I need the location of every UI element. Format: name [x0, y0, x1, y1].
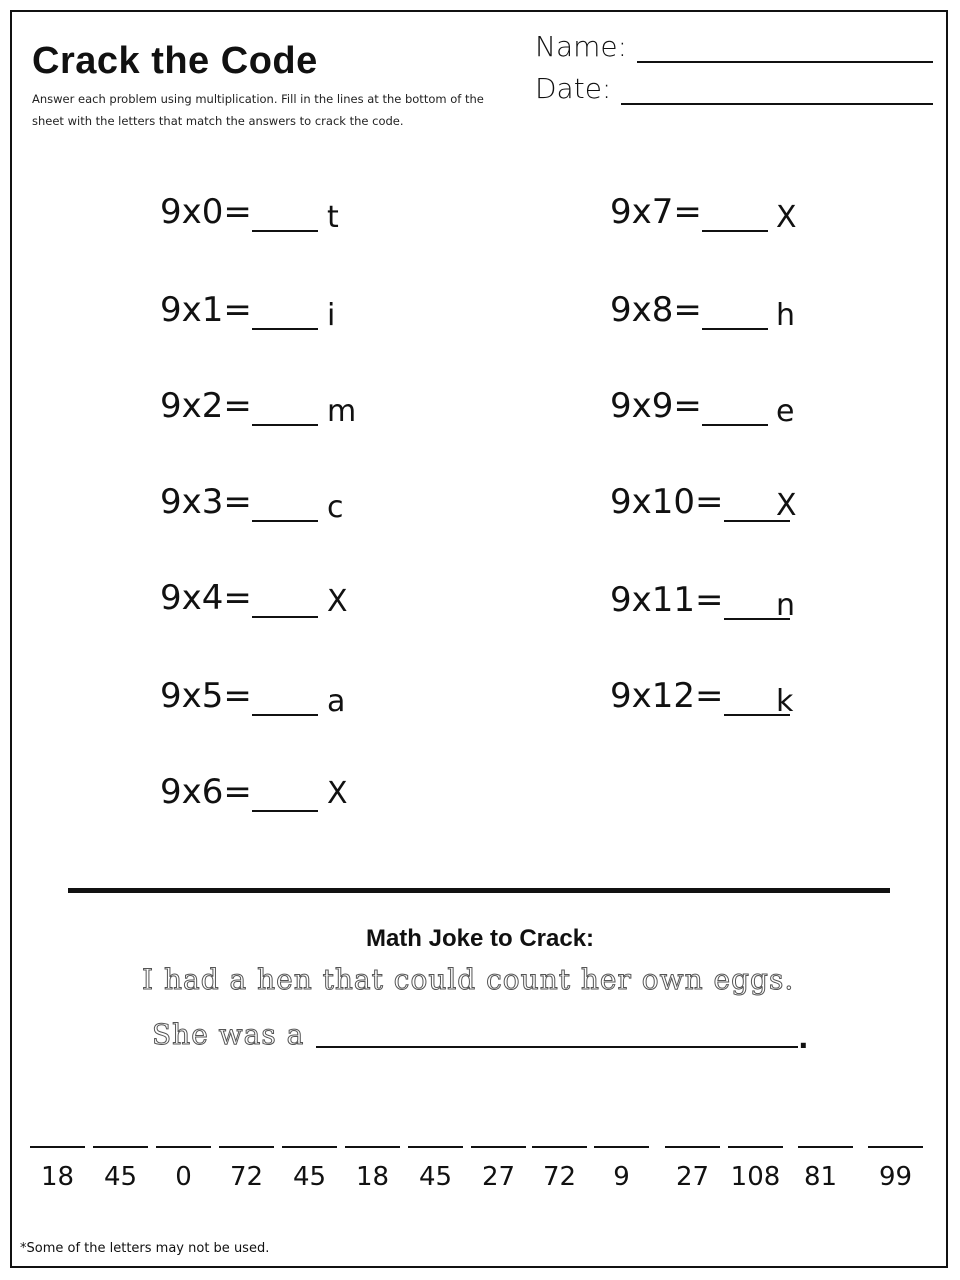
problem-9x5: 9x5=: [160, 676, 318, 716]
joke-punchline-start: She was a: [152, 1018, 305, 1051]
problem-9x10: 9x10=: [610, 482, 790, 522]
code-blank[interactable]: [471, 1146, 526, 1148]
answer-blank[interactable]: [702, 396, 768, 426]
code-letter: e: [776, 394, 795, 429]
code-blank[interactable]: [408, 1146, 463, 1148]
code-number: 81: [803, 1162, 838, 1192]
joke-setup: I had a hen that could count her own eggs.: [142, 963, 795, 996]
code-number: 27: [481, 1162, 516, 1192]
code-letter: c: [327, 490, 344, 525]
code-blank[interactable]: [345, 1146, 400, 1148]
code-blank[interactable]: [219, 1146, 274, 1148]
code-letter: k: [776, 684, 794, 719]
answer-blank[interactable]: [252, 686, 318, 716]
answer-blank[interactable]: [252, 782, 318, 812]
problem-9x4: 9x4=: [160, 578, 318, 618]
problem-9x9: 9x9=: [610, 386, 768, 426]
code-blank[interactable]: [30, 1146, 85, 1148]
code-blank[interactable]: [282, 1146, 337, 1148]
code-number: 45: [292, 1162, 327, 1192]
name-field[interactable]: [535, 30, 933, 63]
worksheet-border: [10, 10, 948, 1268]
code-blank[interactable]: [594, 1146, 649, 1148]
answer-blank[interactable]: [252, 396, 318, 426]
answer-blank[interactable]: [252, 300, 318, 330]
code-number: 0: [175, 1162, 192, 1192]
instructions-text: Answer each problem using multiplication. Fill in the lines at the bottom of the sheet with the letters that match the answers to crack the code.: [32, 92, 484, 128]
code-letter: X: [327, 584, 348, 619]
code-number: 72: [542, 1162, 577, 1192]
code-blank[interactable]: [532, 1146, 587, 1148]
code-number: 18: [355, 1162, 390, 1192]
joke-heading: Math Joke to Crack:: [365, 925, 595, 952]
code-letter: a: [327, 684, 346, 719]
code-blank[interactable]: [728, 1146, 783, 1148]
problem-9x11: 9x11=: [610, 580, 790, 620]
code-letter: X: [776, 200, 797, 235]
date-line[interactable]: [621, 77, 933, 105]
code-letter: t: [327, 200, 339, 235]
code-blank[interactable]: [156, 1146, 211, 1148]
answer-blank[interactable]: [252, 588, 318, 618]
name-line[interactable]: [637, 35, 933, 63]
date-field[interactable]: [535, 72, 933, 105]
problem-9x3: 9x3=: [160, 482, 318, 522]
footnote: *Some of the letters may not be used.: [20, 1241, 270, 1256]
code-letter: X: [776, 488, 797, 523]
name-label: Name:: [535, 30, 628, 63]
code-blank[interactable]: [868, 1146, 923, 1148]
code-letter: n: [776, 588, 796, 623]
joke-answer-line[interactable]: [316, 1046, 798, 1048]
code-number: 18: [40, 1162, 75, 1192]
section-divider: [68, 888, 890, 893]
joke-end-punctuation: .: [798, 1022, 809, 1055]
problem-9x6: 9x6=: [160, 772, 318, 812]
problem-9x8: 9x8=: [610, 290, 768, 330]
code-number: 72: [229, 1162, 264, 1192]
code-number: 99: [878, 1162, 913, 1192]
code-letter: m: [327, 394, 357, 429]
answer-blank[interactable]: [252, 202, 318, 232]
date-label: Date:: [535, 72, 612, 105]
problem-9x7: 9x7=: [610, 192, 768, 232]
code-number: 108: [730, 1162, 781, 1192]
problem-9x1: 9x1=: [160, 290, 318, 330]
code-letter: X: [327, 776, 348, 811]
code-blank[interactable]: [665, 1146, 720, 1148]
code-letter: h: [776, 298, 796, 333]
code-letter: i: [327, 298, 336, 333]
answer-blank[interactable]: [702, 202, 768, 232]
page-title: Crack the Code: [32, 40, 318, 82]
code-blank[interactable]: [93, 1146, 148, 1148]
code-number: 45: [418, 1162, 453, 1192]
code-number: 45: [103, 1162, 138, 1192]
code-blank[interactable]: [798, 1146, 853, 1148]
code-number: 9: [613, 1162, 630, 1192]
problem-9x12: 9x12=: [610, 676, 790, 716]
answer-blank[interactable]: [252, 492, 318, 522]
answer-blank[interactable]: [702, 300, 768, 330]
problem-9x0: 9x0=: [160, 192, 318, 232]
code-number: 27: [675, 1162, 710, 1192]
problem-9x2: 9x2=: [160, 386, 318, 426]
